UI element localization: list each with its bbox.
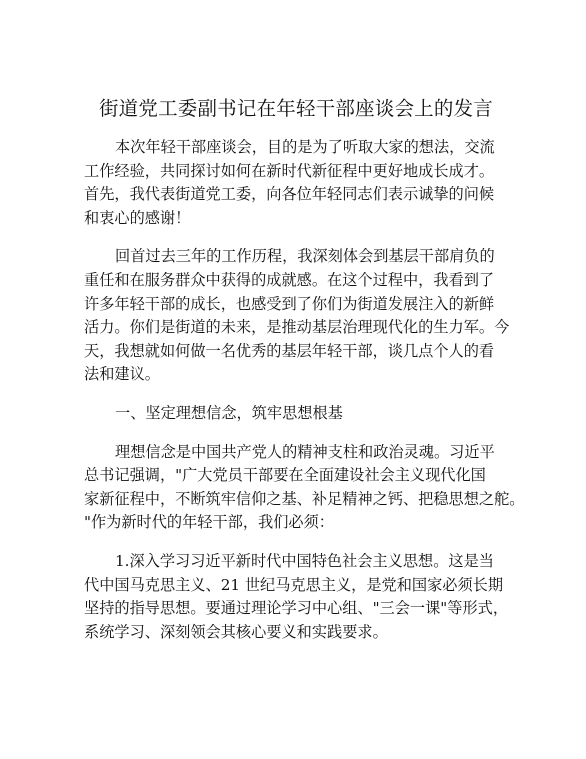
paragraph-line: 和衷心的感谢！ (84, 208, 191, 227)
paragraph-line: 本次年轻干部座谈会，目的是为了听取大家的想法，交流 (115, 138, 495, 156)
document-title: 街道党工委副书记在年轻干部座谈会上的发言 (98, 97, 493, 120)
paragraph-line: 许多年轻干部的成长，也感受到了你们为街道发展注入的新鲜 (84, 294, 495, 313)
paragraph-review (84, 245, 516, 387)
paragraph-line: 法和建议。 (84, 365, 160, 384)
paragraph-opening (84, 136, 516, 230)
paragraph-line: 理想信念是中国共产党人的精神支柱和政治灵魂。习近平 (115, 442, 495, 461)
paragraph-line: 重任和在服务群众中获得的成就感。在这个过程中，我看到了 (84, 270, 495, 289)
paragraph-line: 总书记强调，"广大党员干部要在全面建设社会主义现代化国 (84, 466, 486, 485)
paragraph-line: 家新征程中，不断筑牢信仰之基、补足精神之钙、把稳思想之舵。 (84, 489, 525, 508)
paragraph-line: 首先，我代表街道党工委，向各位年轻同志们表示诚挚的问候 (84, 185, 495, 204)
paragraph-line: 天，我想就如何做一名优秀的基层年轻干部，谈几点个人的看 (84, 341, 495, 360)
paragraph-line: 系统学习、深刻领会其核心要义和实践要求。 (84, 622, 388, 641)
paragraph-ideals (84, 441, 525, 535)
paragraph-line: 坚持的指导思想。要通过理论学习中心组、"三会一课"等形式， (84, 599, 509, 618)
paragraph-line: 活力。你们是街道的未来，是推动基层治理现代化的生力军。今 (84, 318, 510, 337)
paragraph-line: 工作经验，共同探讨如何在新时代新征程中更好地成长成才。 (84, 161, 495, 180)
paragraph-point-1 (84, 550, 516, 644)
paragraph-line: "作为新时代的年轻干部，我们必须： (84, 513, 334, 532)
section-heading: 一、坚定理想信念，筑牢思想根基 (115, 403, 343, 422)
paragraph-line: 代中国马克思主义、21 世纪马克思主义，是党和国家必须长期 (84, 575, 504, 594)
paragraph-line: 1.深入学习习近平新时代中国特色社会主义思想。这是当 (115, 551, 494, 570)
paragraph-line: 回首过去三年的工作历程，我深刻体会到基层干部肩负的 (115, 247, 495, 266)
